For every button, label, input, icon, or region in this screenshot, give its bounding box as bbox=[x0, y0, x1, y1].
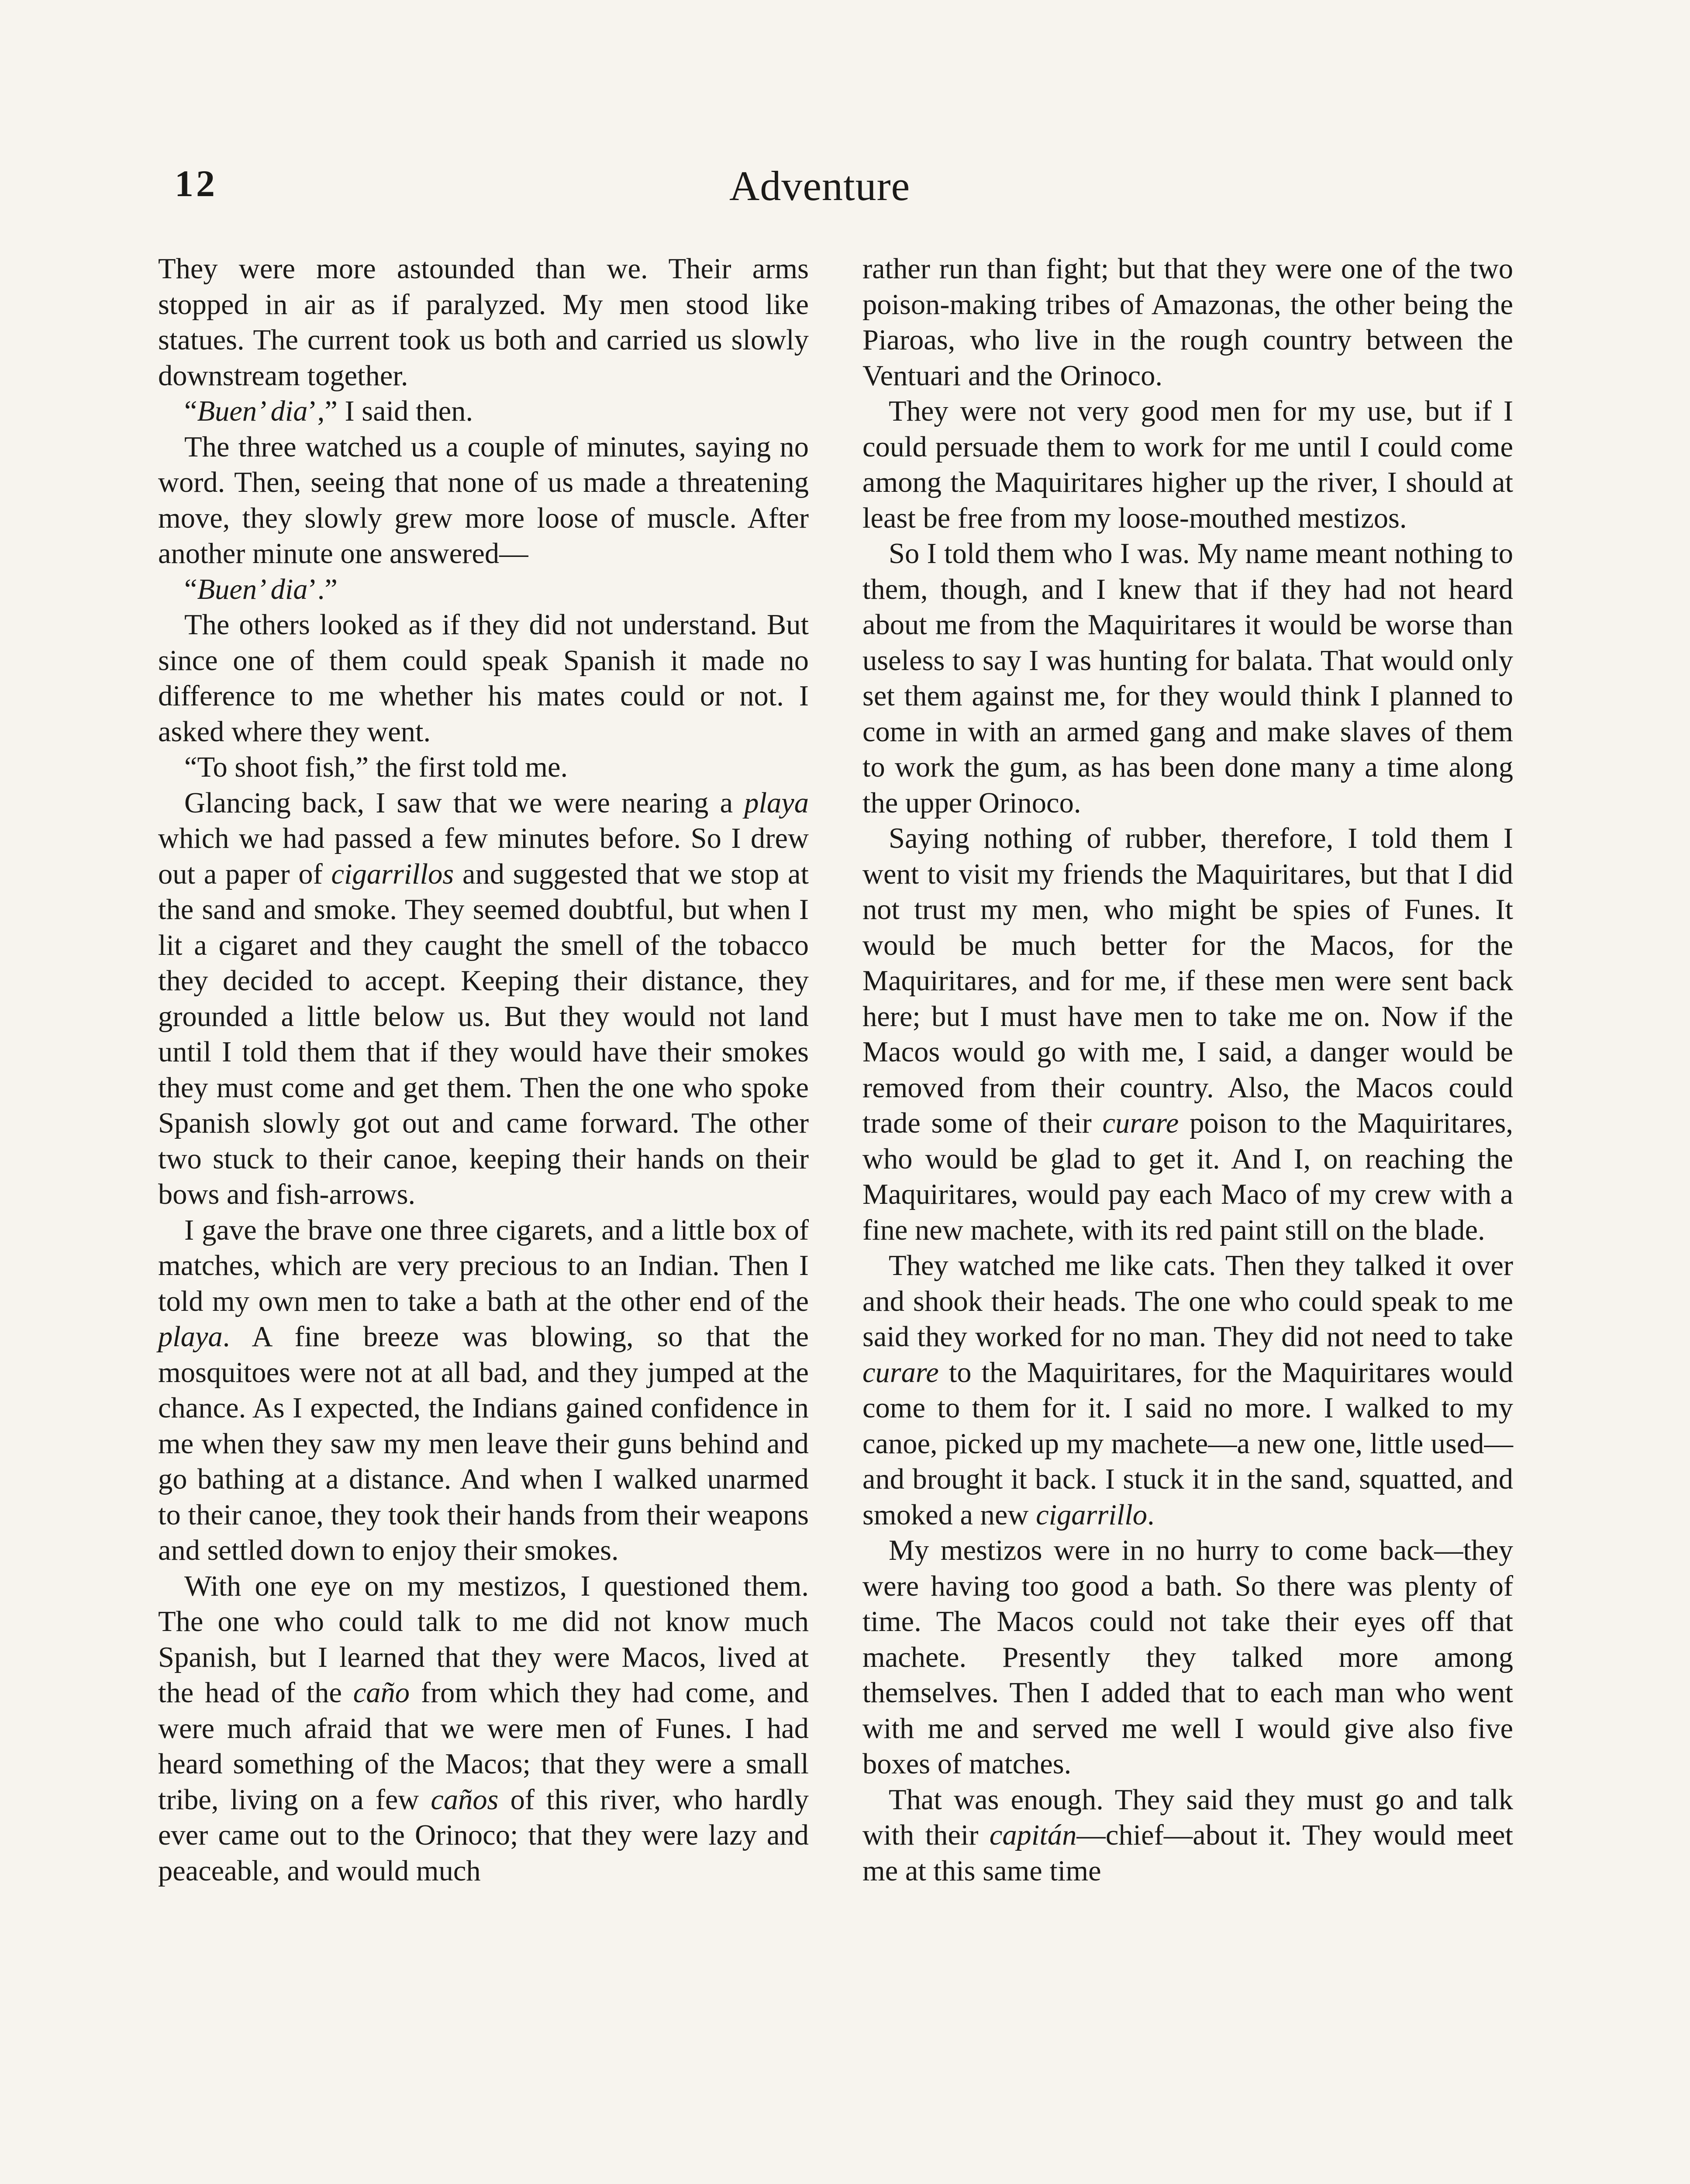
running-header bbox=[0, 162, 1690, 210]
paragraph: The others looked as if they did not understand. But since one of them could speak Spanish it made no difference to me whether his mates could or not. I asked where they went. bbox=[158, 609, 809, 748]
running-title: Adventure bbox=[729, 162, 911, 209]
paragraph: “Buen’ dia’,” I said then. bbox=[184, 395, 473, 427]
paragraph: “Buen’ dia’.” bbox=[184, 573, 338, 605]
paragraph: They watched me like cats. Then they talked it over and shook their heads. The one who could speak to me said they worked for no man. They did not need to take curare to the Maquiritares, for the Maquiritares would come to them for it. I said no more. I walked to my canoe, picked up my machete—a new one, little used—and brought it back. I stuck it in the sand, squatted, and smoked a new cigarrillo. bbox=[862, 1250, 1513, 1531]
paragraph: rather run than fight; but that they were one of the two poison-making tribes of Amazonas, the other being the Piaroas, who live in the rough country between the Ventuari and the Orinoco. bbox=[862, 253, 1513, 392]
paragraph: The three watched us a couple of minutes, saying no word. Then, seeing that none of us made a threatening move, they slowly grew more loose of muscle. After another minute one answered— bbox=[158, 431, 809, 570]
paragraph: Saying nothing of rubber, therefore, I told them I went to visit my friends the Maquiritares, but that I did not trust my men, who might be spies of Funes. It would be much better for the Macos, for the Maquiritares, and for me, if these men were sent back here; but I must have men to take me on. Now if the Macos would go with me, I said, a danger would be removed from their country. Also, the Macos could trade some of their curare poison to the Maquiritares, who would be glad to get it. And I, on reaching the Maquiritares, would pay each Maco of my crew with a fine new machete, with its red paint still on the blade. bbox=[862, 822, 1513, 1246]
paragraph: With one eye on my mestizos, I questioned them. The one who could talk to me did not know much Spanish, but I learned that they were Macos, lived at the head of the caño from which they had come, and were much afraid that we were men of Funes. I had heard something of the Macos; that they were a small tribe, living on a few caños of this river, who hardly ever came out to the Orinoco; that they were lazy and peaceable, and would much bbox=[158, 1570, 809, 1887]
paragraph: I gave the brave one three cigarets, and a little box of matches, which are very precious to an Indian. Then I told my own men to take a bath at the other end of the playa. A fine breeze was blowing, so that the mosquitoes were not at all bad, and they jumped at the chance. As I expected, the Indians gained confidence in me when they saw my men leave their guns behind and go bathing at a distance. And when I walked unarmed to their canoe, they took their hands from their weapons and settled down to enjoy their smokes. bbox=[158, 1214, 809, 1566]
paragraph: So I told them who I was. My name meant nothing to them, though, and I knew that if they had not heard about me from the Maquiritares it would be worse than useless to say I was hunting for balata. That would only set them against me, for they would think I planned to come in with an armed gang and make slaves of them to work the gum, as has been done many a time along the upper Orinoco. bbox=[862, 538, 1513, 819]
paragraph: They were more astounded than we. Their arms stopped in air as if paralyzed. My men stood like statues. The current took us both and carried us slowly downstream together. bbox=[158, 253, 809, 392]
page-number: 12 bbox=[175, 162, 217, 204]
paragraph: They were not very good men for my use, but if I could persuade them to work for me until I could come among the Maquiritares higher up the river, I should at least be free from my loose-mouthed mestizos. bbox=[862, 395, 1513, 534]
paragraph: “To shoot fish,” the first told me. bbox=[184, 751, 568, 783]
paragraph: That was enough. They said they must go and talk with their capitán—chief—about it. They would meet me at this same time bbox=[862, 1783, 1513, 1887]
paragraph: My mestizos were in no hurry to come back—they were having too good a bath. So there was plenty of time. The Macos could not take their eyes off that machete. Presently they talked more among themselves. Then I added that to each man who went with me and served me well I would give also five boxes of matches. bbox=[862, 1534, 1513, 1780]
paragraph: Glancing back, I saw that we were nearing a playa which we had passed a few minutes before. So I drew out a paper of cigarrillos and suggested that we stop at the sand and smoke. They seemed doubtful, but when I lit a cigaret and they caught the smell of the tobacco they decided to accept. Keeping their distance, they grounded a little below us. But they would not land until I told them that if they would have their smokes they must come and get them. Then the one who spoke Spanish slowly got out and came forward. The other two stuck to their canoe, keeping their hands on their bows and fish-arrows. bbox=[158, 787, 809, 1210]
left-text-column bbox=[158, 251, 809, 1889]
right-text-column bbox=[862, 251, 1513, 1889]
